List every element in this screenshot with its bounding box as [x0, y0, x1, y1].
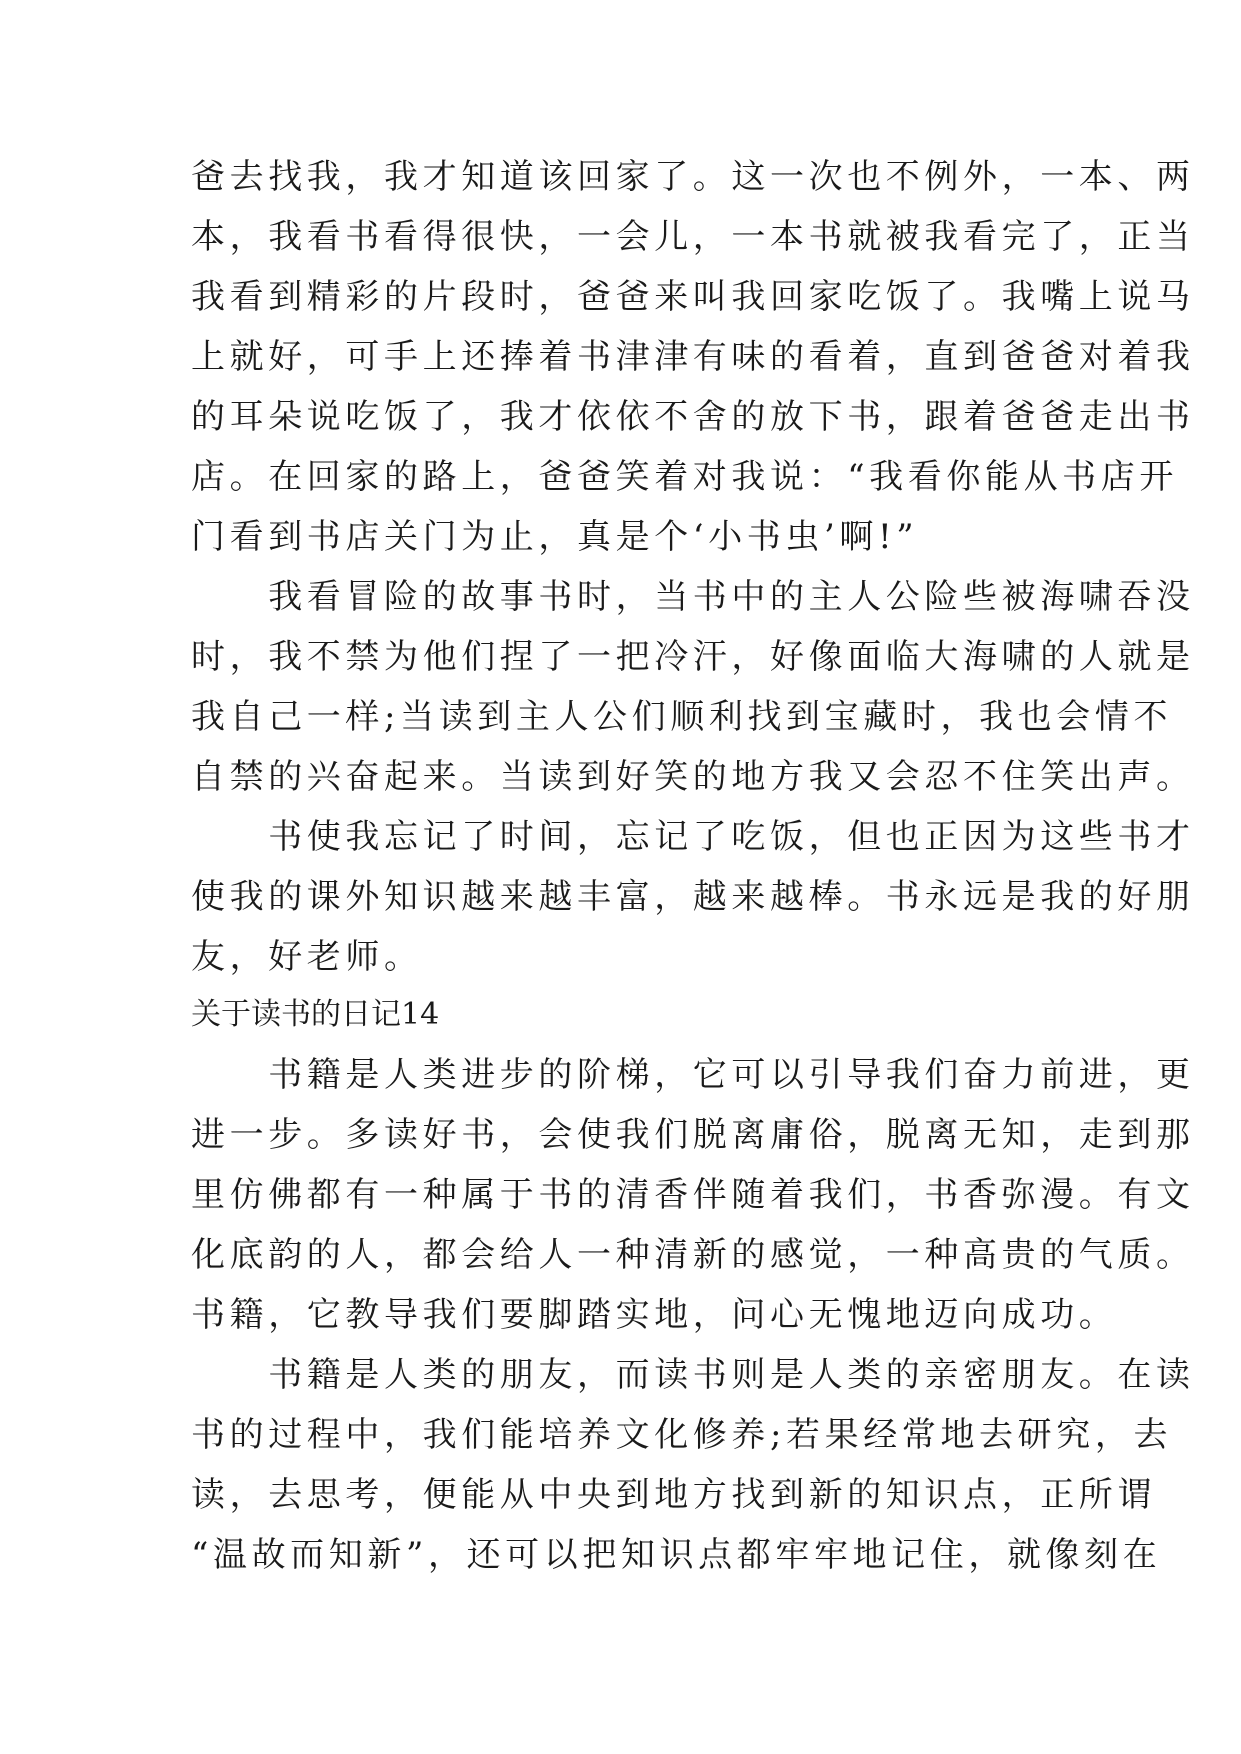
text-line: 书使我忘记了时间，忘记了吃饭，但也正因为这些书才 [191, 817, 1195, 857]
text-line: 书籍，它教导我们要脚踏实地，问心无愧地迈向成功。 [191, 1295, 1118, 1335]
text-line: 进一步。多读好书，会使我们脱离庸俗，脱离无知，走到那 [191, 1115, 1195, 1155]
text-line: 自禁的兴奋起来。当读到好笑的地方我又会忍不住笑出声。 [191, 757, 1195, 797]
text-line: 书籍是人类进步的阶梯，它可以引导我们奋力前进，更 [191, 1055, 1195, 1095]
text-line: 友，好老师。 [191, 937, 423, 977]
text-line: 使我的课外知识越来越丰富，越来越棒。书永远是我的好朋 [191, 877, 1195, 917]
text-line: 我看冒险的故事书时，当书中的主人公险些被海啸吞没 [191, 577, 1195, 617]
text-line: 我看到精彩的片段时，爸爸来叫我回家吃饭了。我嘴上说马 [191, 277, 1195, 317]
text-line: 门看到书店关门为止，真是个‘小书虫’啊!” [191, 517, 919, 557]
text-line: 书的过程中，我们能培养文化修养;若果经常地去研究，去 [191, 1415, 1173, 1455]
text-line: 上就好，可手上还捧着书津津有味的看着，直到爸爸对着我 [191, 337, 1195, 377]
section-heading: 关于读书的日记14 [191, 997, 440, 1032]
text-line: 里仿佛都有一种属于书的清香伴随着我们，书香弥漫。有文 [191, 1175, 1195, 1215]
text-line: 书籍是人类的朋友，而读书则是人类的亲密朋友。在读 [191, 1355, 1195, 1395]
text-line: 的耳朵说吃饭了，我才依依不舍的放下书，跟着爸爸走出书 [191, 397, 1195, 437]
text-line: 读，去思考，便能从中央到地方找到新的知识点，正所谓 [191, 1475, 1156, 1515]
text-line: 时，我不禁为他们捏了一把冷汗，好像面临大海啸的人就是 [191, 637, 1195, 677]
text-line: 爸去找我，我才知道该回家了。这一次也不例外，一本、两 [191, 157, 1195, 197]
text-line: 我自己一样;当读到主人公们顺利找到宝藏时，我也会情不 [191, 697, 1173, 737]
text-line: 店。在回家的路上，爸爸笑着对我说：“我看你能从书店开 [191, 457, 1178, 497]
text-line: “温故而知新”，还可以把知识点都牢牢地记住，就像刻在 [191, 1535, 1162, 1575]
text-line: 本，我看书看得很快，一会儿，一本书就被我看完了，正当 [191, 217, 1195, 257]
text-line: 化底韵的人，都会给人一种清新的感觉，一种高贵的气质。 [191, 1235, 1195, 1275]
